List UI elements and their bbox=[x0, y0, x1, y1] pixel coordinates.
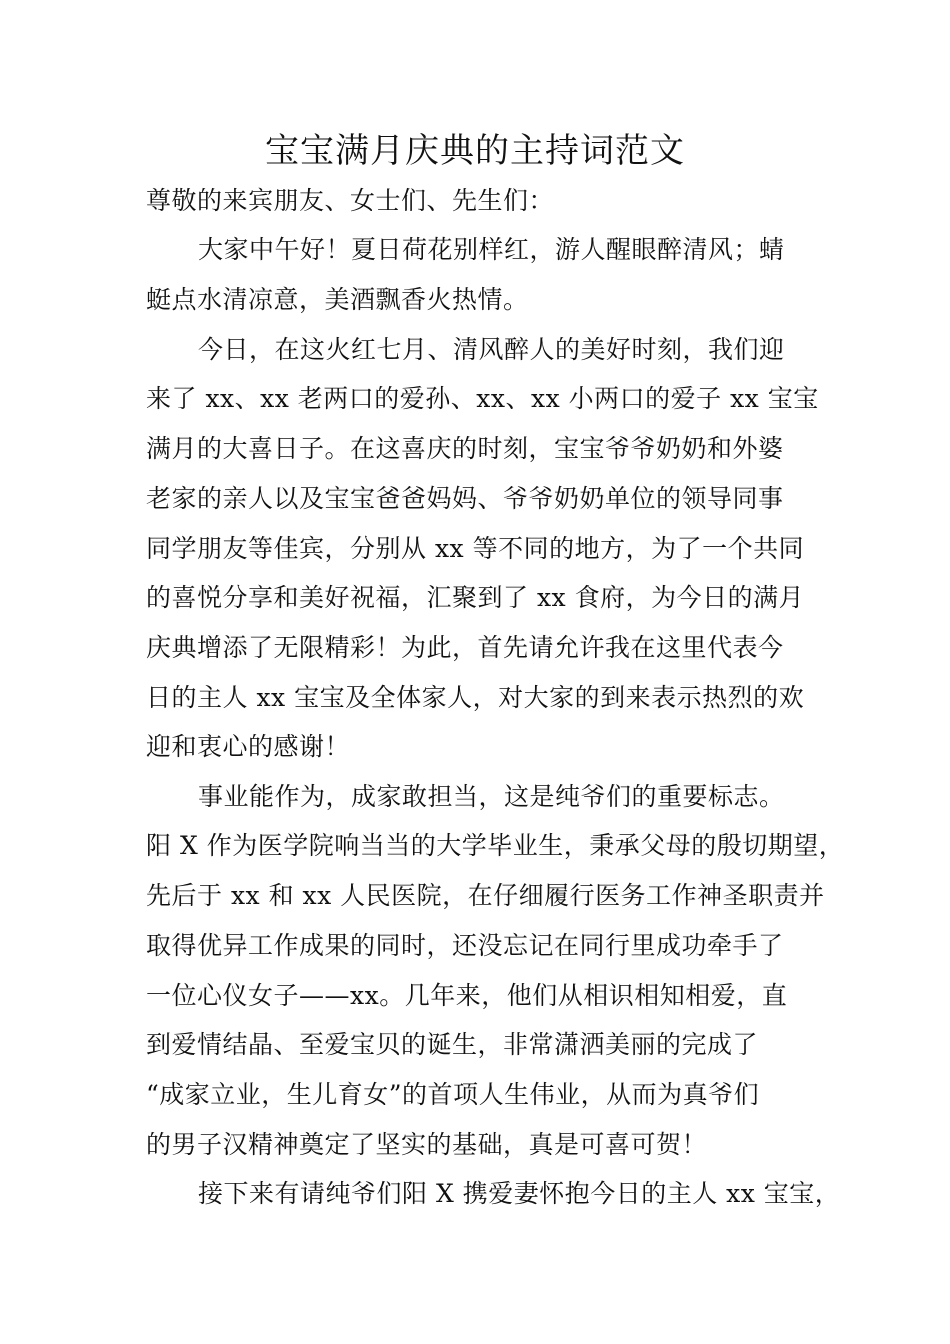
paragraph-line: 先后于 xx 和 xx 人民医院，在仔细履行医务工作神圣职责并 bbox=[146, 881, 825, 910]
paragraph-line: 老家的亲人以及宝宝爸爸妈妈、爷爷奶奶单位的领导同事 bbox=[146, 484, 784, 513]
paragraph-line: “成家立业，生儿育女”的首项人生伟业，从而为真爷们 bbox=[146, 1080, 760, 1109]
paragraph-line: 来了 xx、xx 老两口的爱孙、xx、xx 小两口的爱子 xx 宝宝 bbox=[146, 384, 819, 413]
paragraph-line: 到爱情结晶、至爱宝贝的诞生，非常潇洒美丽的完成了 bbox=[146, 1030, 759, 1059]
paragraph-line: 迎和衷心的感谢！ bbox=[146, 732, 351, 761]
paragraph-line: 今日，在这火红七月、清风醉人的美好时刻，我们迎 bbox=[198, 335, 785, 364]
paragraph-line: 接下来有请纯爷们阳 X 携爱妻怀抱今日的主人 xx 宝宝， bbox=[198, 1179, 841, 1208]
salutation: 尊敬的来宾朋友、女士们、先生们： bbox=[146, 186, 555, 215]
paragraph-line: 的喜悦分享和美好祝福，汇聚到了 xx 食府，为今日的满月 bbox=[146, 583, 805, 612]
paragraph-line: 大家中午好！夏日荷花别样红，游人醒眼醉清风；蜻 bbox=[198, 235, 785, 264]
paragraph-line: 同学朋友等佳宾，分别从 xx 等不同的地方，为了一个共同 bbox=[146, 534, 805, 563]
paragraph-line: 满月的大喜日子。在这喜庆的时刻，宝宝爷爷奶奶和外婆 bbox=[146, 434, 784, 463]
paragraph-line: 日的主人 xx 宝宝及全体家人，对大家的到来表示热烈的欢 bbox=[146, 683, 805, 712]
paragraph-line: 蜓点水清凉意，美酒飘香火热情。 bbox=[146, 285, 529, 314]
paragraph-line: 事业能作为，成家敢担当，这是纯爷们的重要标志。 bbox=[198, 782, 785, 811]
paragraph-line: 阳 X 作为医学院响当当的大学毕业生，秉承父母的殷切期望， bbox=[146, 831, 845, 860]
document-title: 宝宝满月庆典的主持词范文 bbox=[265, 131, 685, 171]
paragraph-line: 的男子汉精神奠定了坚实的基础，真是可喜可贺！ bbox=[146, 1130, 708, 1159]
paragraph-line: 取得优异工作成果的同时，还没忘记在同行里成功牵手了 bbox=[146, 931, 784, 960]
paragraph-line: 一位心仪女子——xx。几年来，他们从相识相知相爱，直 bbox=[146, 981, 788, 1010]
paragraph-line: 庆典增添了无限精彩！为此，首先请允许我在这里代表今 bbox=[146, 633, 784, 662]
